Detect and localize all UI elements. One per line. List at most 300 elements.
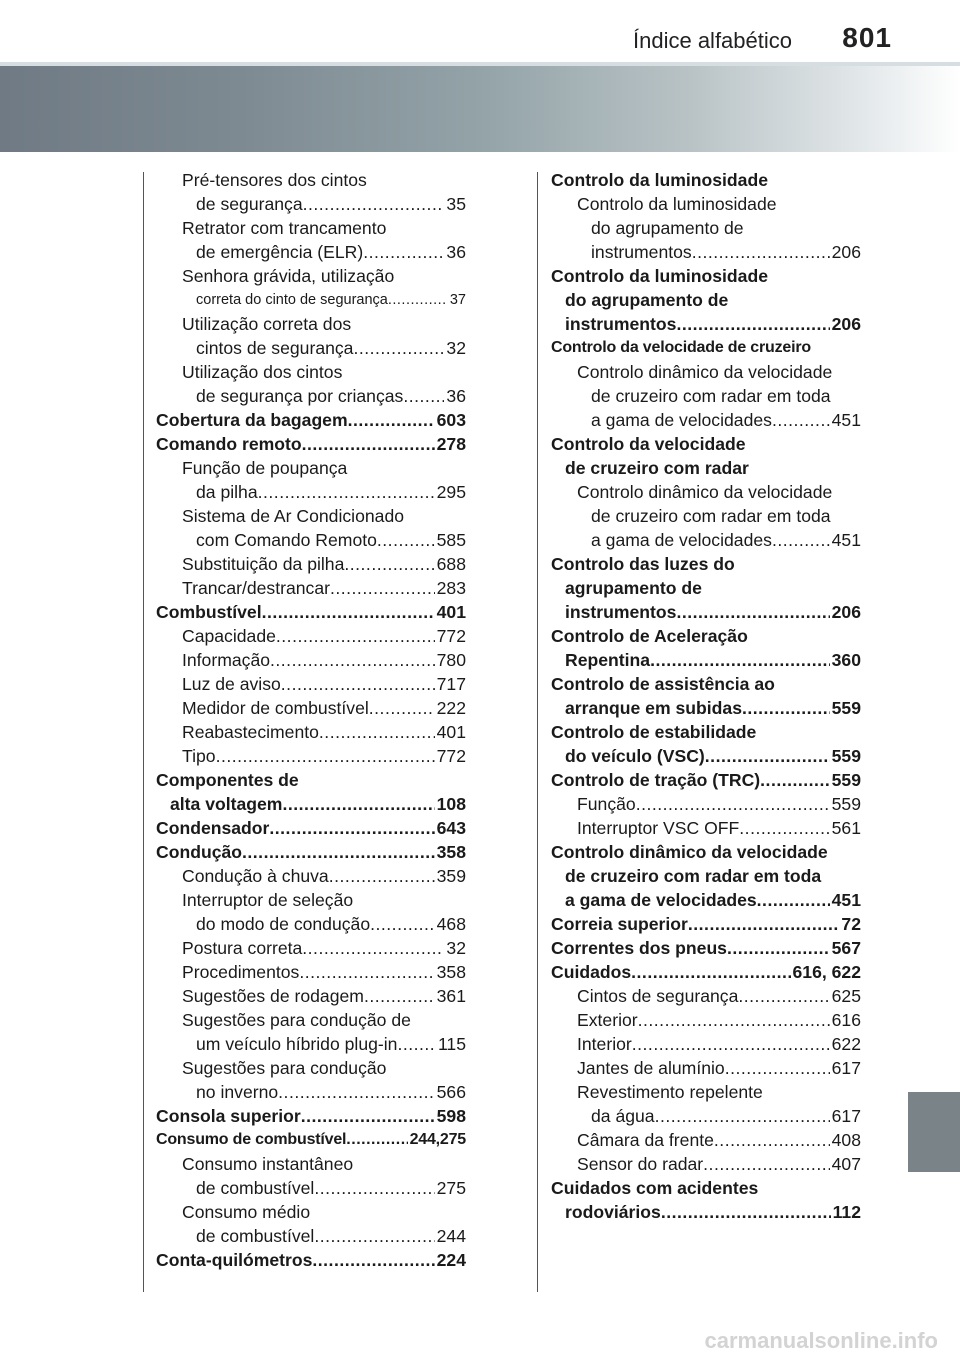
dot-leader (303, 192, 445, 216)
dot-leader (655, 1104, 830, 1128)
entry-page-ref[interactable]: 358 (436, 842, 466, 862)
index-entry (551, 192, 861, 216)
index-entry (551, 624, 861, 648)
entry-term: Controlo dinâmico da velocidade (551, 842, 828, 862)
entry-page-ref[interactable]: 566 (436, 1082, 466, 1102)
entry-page-ref[interactable]: 559 (831, 746, 861, 766)
index-entry (156, 816, 466, 840)
entry-term: Controlo da velocidade de cruzeiro (551, 339, 811, 356)
entry-page-ref[interactable]: 585 (436, 530, 466, 550)
entry-term: Controlo dinâmico da velocidade (577, 482, 833, 502)
dot-leader (757, 888, 830, 912)
entry-term: a gama de velocidades (591, 530, 772, 550)
dot-leader (632, 1032, 830, 1056)
index-entry (551, 600, 861, 624)
entry-term: Cobertura da bagagem (156, 410, 348, 430)
entry-page-ref[interactable]: 598 (436, 1106, 466, 1126)
entry-page-ref[interactable]: 36 (446, 242, 466, 262)
index-entry (156, 840, 466, 864)
entry-term: Correia superior (551, 914, 688, 934)
entry-term: Senhora grávida, utilização (182, 266, 395, 286)
entry-term: Condução à chuva (182, 866, 329, 886)
entry-term: do agrupamento de (565, 290, 729, 310)
entry-term: de combustível (196, 1178, 315, 1198)
index-entry (551, 1200, 861, 1224)
index-entry (551, 288, 861, 312)
entry-term: Interruptor de seleção (182, 890, 354, 910)
index-entry (551, 696, 861, 720)
entry-term: Reabastecimento (182, 722, 319, 742)
dot-leader (302, 432, 435, 456)
entry-term: do modo de condução (196, 914, 371, 934)
dot-leader (650, 648, 830, 672)
entry-page-ref[interactable]: 643 (436, 818, 466, 838)
index-entry (551, 960, 861, 984)
entry-page-ref[interactable]: 115 (437, 1034, 466, 1054)
index-entry (156, 264, 466, 288)
entry-page-ref[interactable]: 407 (831, 1154, 861, 1174)
dot-leader (330, 576, 435, 600)
index-entry (551, 1080, 861, 1104)
index-entry (551, 840, 861, 864)
entry-page-ref[interactable]: 451 (831, 410, 861, 430)
entry-term: Cuidados com acidentes (551, 1178, 759, 1198)
entry-term: Interruptor VSC OFF (577, 818, 740, 838)
dot-leader (344, 552, 434, 576)
entry-term: de segurança por crianças (196, 386, 404, 406)
entry-term: Pré-tensores dos cintos (182, 170, 367, 190)
entry-term: Revestimento repelente (577, 1082, 763, 1102)
dot-leader (631, 960, 790, 984)
dot-leader (258, 480, 435, 504)
dot-leader (369, 696, 435, 720)
entry-page-ref[interactable]: 37 (449, 292, 466, 308)
index-column-left (156, 168, 466, 1272)
entry-term: Sistema de Ar Condicionado (182, 506, 405, 526)
index-entry (551, 408, 861, 432)
entry-term: do veículo (VSC) (565, 746, 705, 766)
dot-leader (242, 840, 435, 864)
index-entry (156, 192, 466, 216)
entry-term: Postura correta (182, 938, 303, 958)
entry-term: alta voltagem (170, 794, 283, 814)
entry-term: Sugestões de rodagem (182, 986, 364, 1006)
entry-term: Cuidados (551, 962, 632, 982)
index-entry (156, 936, 466, 960)
entry-term: Controlo de estabilidade (551, 722, 757, 742)
entry-term: rodoviários (565, 1202, 661, 1222)
entry-term: Condensador (156, 818, 270, 838)
dot-leader (738, 984, 829, 1008)
index-entry (551, 648, 861, 672)
index-entry (551, 552, 861, 576)
index-entry (156, 528, 466, 552)
index-entry (551, 480, 861, 504)
dot-leader (705, 744, 830, 768)
index-entry (156, 1104, 466, 1128)
entry-page-ref[interactable]: 408 (831, 1130, 861, 1150)
entry-term: no inverno (196, 1082, 279, 1102)
index-entry (551, 816, 861, 840)
index-entry (551, 576, 861, 600)
index-entry (551, 1152, 861, 1176)
entry-term: Cintos de segurança (577, 986, 739, 1006)
entry-term: Controlo da luminosidade (551, 266, 768, 286)
entry-term: a gama de velocidades (565, 890, 757, 910)
index-entry (551, 1128, 861, 1152)
entry-page-ref[interactable]: 224 (436, 1250, 466, 1270)
index-entry (156, 216, 466, 240)
entry-page-ref[interactable]: 451 (831, 530, 861, 550)
entry-term: Jantes de alumínio (577, 1058, 725, 1078)
dot-leader (688, 912, 840, 936)
dot-leader (725, 1056, 830, 1080)
entry-term: Utilização correta dos (182, 314, 352, 334)
entry-term: Combustível (156, 602, 262, 622)
index-entry (156, 576, 466, 600)
entry-term: Consumo instantâneo (182, 1154, 354, 1174)
dot-leader (314, 1176, 434, 1200)
entry-page-ref[interactable]: 772 (436, 626, 466, 646)
entry-term: Interior (577, 1034, 632, 1054)
left-column-rule (143, 172, 144, 1292)
entry-page-ref[interactable]: 222 (436, 698, 466, 718)
index-entry (156, 1176, 466, 1200)
entry-term: Função (577, 794, 636, 814)
dot-leader (302, 936, 444, 960)
entry-page-ref[interactable]: 35 (446, 194, 466, 214)
entry-page-ref[interactable]: 559 (831, 794, 861, 814)
entry-page-ref[interactable]: 36 (446, 386, 466, 406)
dot-leader (703, 1152, 829, 1176)
dot-leader (346, 1128, 407, 1152)
index-entry (551, 384, 861, 408)
index-entry (156, 384, 466, 408)
entry-page-ref[interactable]: 112 (832, 1202, 861, 1222)
dot-leader (262, 600, 435, 624)
entry-term: da água (591, 1106, 655, 1126)
entry-term: correta do cinto de segurança (196, 292, 388, 308)
entry-page-ref[interactable]: 622 (831, 1034, 861, 1054)
entry-page-ref[interactable]: 283 (436, 578, 466, 598)
index-entry (551, 1176, 861, 1200)
dot-leader (216, 744, 435, 768)
index-entry (551, 888, 861, 912)
index-entry (551, 240, 861, 264)
entry-page-ref[interactable]: 358 (436, 962, 466, 982)
entry-term: de cruzeiro com radar em toda (591, 386, 831, 406)
entry-page-ref[interactable]: 206 (831, 602, 861, 622)
entry-term: de cruzeiro com radar (565, 458, 749, 478)
entry-term: da pilha (196, 482, 258, 502)
entry-page-ref[interactable]: 108 (436, 794, 466, 814)
entry-term: Sugestões para condução (182, 1058, 387, 1078)
header-banner (0, 66, 960, 152)
entry-page-ref[interactable]: 244 (436, 1226, 466, 1246)
dot-leader (363, 240, 444, 264)
entry-page-ref[interactable]: 244,275 (409, 1131, 466, 1148)
index-entry (156, 504, 466, 528)
entry-term: Controlo de assistência ao (551, 674, 775, 694)
index-entry (551, 216, 861, 240)
entry-page-ref[interactable]: 295 (436, 482, 466, 502)
section-tab[interactable] (908, 1092, 960, 1172)
dot-leader (276, 624, 435, 648)
dot-leader (397, 1032, 435, 1056)
index-entry (156, 648, 466, 672)
dot-leader (772, 528, 830, 552)
entry-page-ref[interactable]: 617 (831, 1058, 861, 1078)
entry-page-ref[interactable]: 32 (446, 338, 466, 358)
index-entry (551, 336, 861, 360)
index-entry (156, 1008, 466, 1032)
dot-leader (403, 384, 444, 408)
index-entry (551, 720, 861, 744)
entry-term: Informação (182, 650, 271, 670)
index-entry (551, 864, 861, 888)
index-entry (156, 672, 466, 696)
index-entry (156, 408, 466, 432)
entry-term: Componentes de (156, 770, 299, 790)
index-entry (551, 936, 861, 960)
entry-term: de segurança (196, 194, 303, 214)
entry-term: Tipo (182, 746, 216, 766)
entry-page-ref[interactable]: 360 (831, 650, 861, 670)
entry-term: Utilização dos cintos (182, 362, 343, 382)
index-entry (156, 912, 466, 936)
dot-leader (270, 648, 435, 672)
entry-page-ref[interactable]: 206 (831, 314, 861, 334)
dot-leader (314, 1224, 434, 1248)
index-entry (156, 552, 466, 576)
dot-leader (739, 816, 829, 840)
index-entry (551, 528, 861, 552)
index-entry (551, 504, 861, 528)
entry-term: Controlo de Aceleração (551, 626, 748, 646)
entry-page-ref[interactable]: 772 (436, 746, 466, 766)
entry-term: de cruzeiro com radar em toda (565, 866, 822, 886)
entry-term: Câmara da frente (577, 1130, 714, 1150)
index-entry (551, 360, 861, 384)
entry-term: Retrator com trancamento (182, 218, 387, 238)
dot-leader (282, 792, 434, 816)
index-entry (156, 1056, 466, 1080)
index-entry (156, 960, 466, 984)
dot-leader (638, 1008, 830, 1032)
dot-leader (269, 816, 434, 840)
entry-term: Consola superior (156, 1106, 301, 1126)
entry-term: Substituição da pilha (182, 554, 345, 574)
index-entry (156, 792, 466, 816)
entry-page-ref[interactable]: 559 (831, 698, 861, 718)
entry-page-ref[interactable]: 567 (831, 938, 861, 958)
index-entry (156, 456, 466, 480)
index-entry (156, 240, 466, 264)
entry-page-ref[interactable]: 780 (436, 650, 466, 670)
dot-leader (364, 984, 435, 1008)
entry-term: Comando remoto (156, 434, 302, 454)
entry-term: Controlo dinâmico da velocidade (577, 362, 833, 382)
index-entry (156, 1224, 466, 1248)
index-entry (551, 312, 861, 336)
index-entry (551, 1056, 861, 1080)
page-number: 801 (842, 22, 892, 53)
index-entry (156, 336, 466, 360)
entry-page-ref[interactable]: 278 (436, 434, 466, 454)
index-entry (156, 1200, 466, 1224)
entry-term: Controlo de tração (TRC) (551, 770, 761, 790)
entry-page-ref[interactable]: 401 (436, 602, 466, 622)
entry-term: Medidor de combustível (182, 698, 369, 718)
index-entry (156, 1080, 466, 1104)
dot-leader (301, 1104, 435, 1128)
entry-page-ref[interactable]: 468 (436, 914, 466, 934)
dot-leader (353, 336, 444, 360)
entry-term: de emergência (ELR) (196, 242, 364, 262)
index-entry (551, 168, 861, 192)
entry-term: Capacidade (182, 626, 276, 646)
entry-page-ref[interactable]: 72 (841, 914, 861, 934)
entry-page-ref[interactable]: 603 (436, 410, 466, 430)
dot-leader (772, 408, 830, 432)
entry-term: cintos de segurança (196, 338, 354, 358)
dot-leader (377, 528, 435, 552)
dot-leader (676, 312, 829, 336)
dot-leader (370, 912, 435, 936)
entry-term: instrumentos (565, 314, 677, 334)
dot-leader (714, 1128, 830, 1152)
dot-leader (742, 696, 830, 720)
dot-leader (760, 768, 829, 792)
section-title: Índice alfabético (633, 28, 792, 53)
watermark: carmanualsonline.info (704, 1328, 938, 1353)
entry-term: instrumentos (565, 602, 677, 622)
index-entry (156, 888, 466, 912)
entry-term: a gama de velocidades (591, 410, 772, 430)
dot-leader (312, 1248, 434, 1272)
index-entry (156, 864, 466, 888)
middle-column-rule (537, 172, 538, 1292)
entry-page-ref[interactable]: 688 (436, 554, 466, 574)
dot-leader (278, 1080, 434, 1104)
entry-term: de cruzeiro com radar em toda (591, 506, 831, 526)
entry-page-ref[interactable]: 616 (831, 1010, 861, 1030)
dot-leader (692, 240, 830, 264)
entry-term: instrumentos (591, 242, 692, 262)
entry-page-ref[interactable]: 361 (436, 986, 466, 1006)
entry-term: arranque em subidas (565, 698, 742, 718)
index-entry (156, 1128, 466, 1152)
entry-term: Controlo da luminosidade (551, 170, 768, 190)
entry-term: Função de poupança (182, 458, 348, 478)
index-entry (156, 696, 466, 720)
dot-leader (661, 1200, 831, 1224)
index-entry (156, 168, 466, 192)
entry-term: Procedimentos (182, 962, 300, 982)
entry-page-ref[interactable]: 616, 622 (792, 962, 861, 982)
index-entry (156, 600, 466, 624)
index-entry (156, 984, 466, 1008)
index-entry (156, 768, 466, 792)
entry-page-ref[interactable]: 32 (446, 938, 466, 958)
index-entry (551, 744, 861, 768)
entry-page-ref[interactable]: 401 (436, 722, 466, 742)
entry-term: um veículo híbrido plug-in (196, 1034, 398, 1054)
index-entry (156, 744, 466, 768)
entry-page-ref[interactable]: 625 (831, 986, 861, 1006)
index-entry (156, 1152, 466, 1176)
dot-leader (281, 672, 435, 696)
dot-leader (348, 408, 435, 432)
index-entry (156, 288, 466, 312)
index-entry (551, 672, 861, 696)
entry-term: Controlo da velocidade (551, 434, 746, 454)
index-entry (156, 624, 466, 648)
entry-page-ref[interactable]: 451 (831, 890, 861, 910)
index-entry (156, 360, 466, 384)
index-entry (551, 456, 861, 480)
index-entry (551, 1032, 861, 1056)
dot-leader (636, 792, 830, 816)
entry-term: Conta-quilómetros (156, 1250, 313, 1270)
index-entry (551, 264, 861, 288)
entry-term: Correntes dos pneus (551, 938, 727, 958)
index-entry (156, 1248, 466, 1272)
dot-leader (676, 600, 829, 624)
page-header (0, 0, 960, 62)
entry-page-ref[interactable]: 206 (831, 242, 861, 262)
entry-page-ref[interactable]: 559 (831, 770, 861, 790)
index-entry (551, 1104, 861, 1128)
dot-leader (388, 288, 448, 312)
dot-leader (319, 720, 435, 744)
index-entry (551, 768, 861, 792)
entry-page-ref[interactable]: 359 (436, 866, 466, 886)
dot-leader (299, 960, 434, 984)
entry-term: com Comando Remoto (196, 530, 377, 550)
entry-term: Repentina (565, 650, 651, 670)
index-entry (551, 792, 861, 816)
entry-term: Condução (156, 842, 243, 862)
index-entry (551, 912, 861, 936)
entry-term: Consumo de combustível (156, 1131, 347, 1148)
index-column-right (551, 168, 861, 1224)
entry-term: Controlo das luzes do (551, 554, 735, 574)
index-entry (156, 480, 466, 504)
index-entry (156, 432, 466, 456)
dot-leader (329, 864, 435, 888)
entry-term: Sensor do radar (577, 1154, 704, 1174)
entry-page-ref[interactable]: 617 (831, 1106, 861, 1126)
entry-term: Luz de aviso (182, 674, 281, 694)
entry-term: agrupamento de (565, 578, 702, 598)
entry-term: Exterior (577, 1010, 638, 1030)
entry-term: de combustível (196, 1226, 315, 1246)
index-entry (551, 1008, 861, 1032)
entry-page-ref[interactable]: 561 (831, 818, 861, 838)
index-entry (551, 432, 861, 456)
entry-term: Consumo médio (182, 1202, 311, 1222)
entry-term: Trancar/destrancar (182, 578, 330, 598)
index-entry (156, 1032, 466, 1056)
entry-term: Controlo da luminosidade (577, 194, 777, 214)
entry-term: Sugestões para condução de (182, 1010, 411, 1030)
entry-page-ref[interactable]: 717 (436, 674, 466, 694)
index-entry (551, 984, 861, 1008)
entry-page-ref[interactable]: 275 (436, 1178, 466, 1198)
entry-term: do agrupamento de (591, 218, 744, 238)
index-entry (156, 720, 466, 744)
